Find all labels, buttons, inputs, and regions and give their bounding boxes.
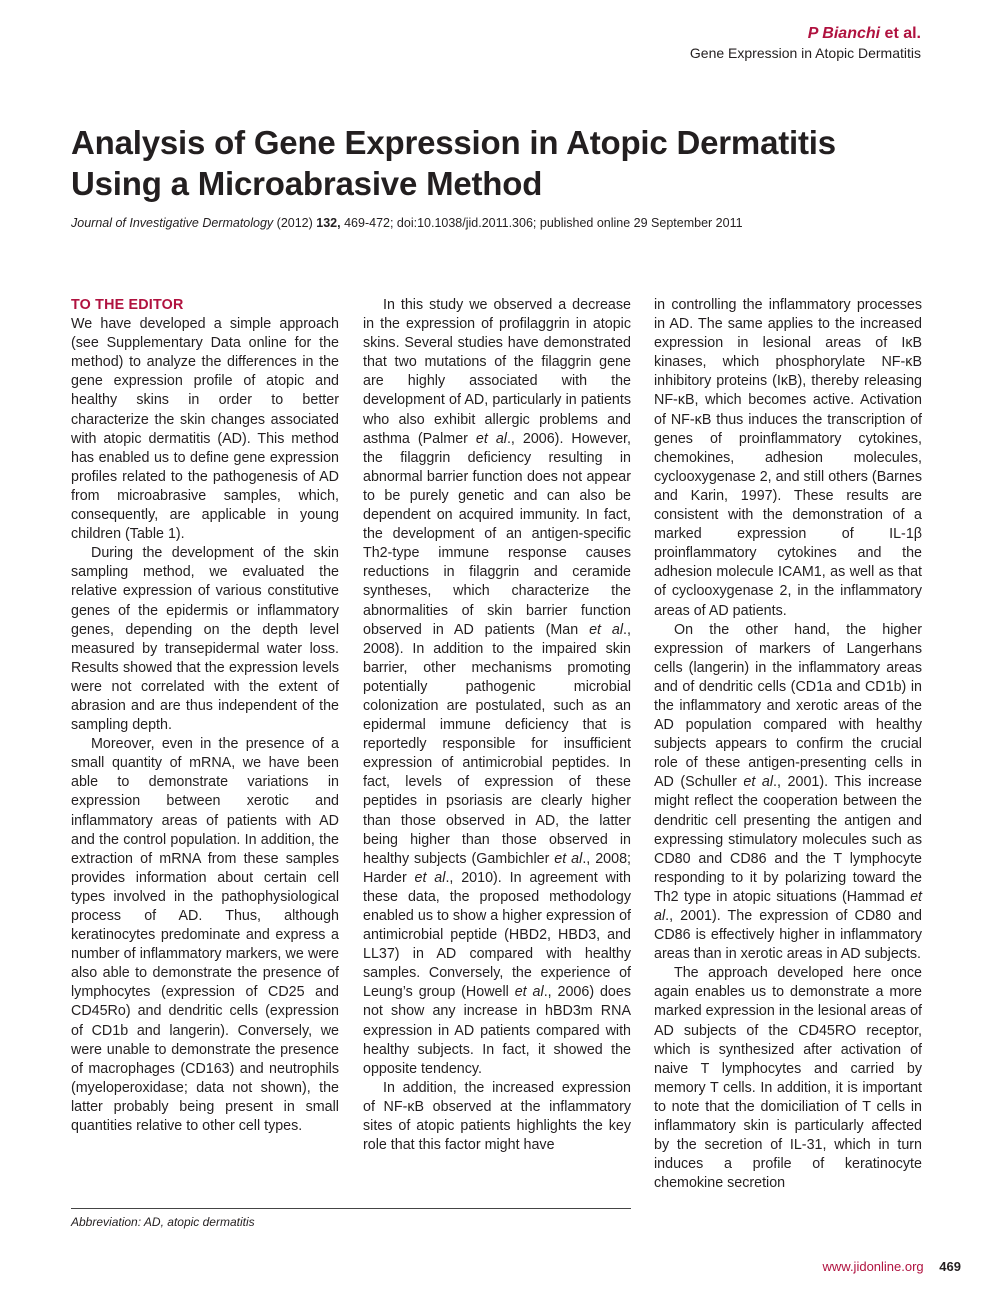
text-run: ., 2006) does not show any increase in hBD3m RNA expression in AD patients compared with healthy subjects. In fact, it showed the opposite tendency. — [363, 984, 631, 1077]
paragraph: The approach developed here once again enables us to demonstrate a more marked expression in the lesional areas of AD subjects of the CD45RO receptor, which is synthesized after activation of naive T lymphocytes and carried by memory T cells. In addition, it is important to note that the domiciliation of T cells in inflammatory skin is particularly affected by the secretion of IL-31, which in turn induces a profile of keratinocyte chemokine secretion — [654, 965, 922, 1192]
paragraph: In addition, the increased expression of NF-κB observed at the inflammatory sites of atopic patients highlights the key role that this factor might have — [363, 1079, 631, 1154]
et-al: et al — [414, 869, 446, 886]
text-column-1 — [71, 296, 339, 1136]
text-run: In this study we observed a decrease in the expression of profilaggrin in atopic skins. Several studies have demonstrated that two mutations of the filaggrin gene are highly associated with the development of AD, particularly in patients who also exhibit allergic problems and asthma (Palmer — [363, 297, 631, 447]
text-run: On the other hand, the higher expression of markers of Langerhans cells (langerin) in the inflammatory areas and of dendritic cells (CD1a and CD1b) in the inflammatory and xerotic areas of the AD population compared with healthy subjects appears to confirm the crucial role of these antigen-presenting cells in AD (Schuller — [654, 621, 922, 791]
running-head-author: P Bianchi — [807, 25, 881, 42]
paragraph: We have developed a simple approach (see Supplementary Data online for the method) to analyze the differences in the gene expression profile of atopic and healthy skins in order to better characterize the skin changes associated with atopic dermatitis (AD). This method has enabled us to define gene expression profiles related to the pathogenesis of AD from microabrasive samples, which, consequently, are applicable in young children (Table 1). — [71, 316, 339, 543]
journal-name: Journal of Investigative Dermatology — [71, 216, 274, 230]
paragraph: During the development of the skin sampling method, we evaluated the relative expression of various constitutive genes of the epidermis or inflammatory genes, depending on the depth level measured by transepidermal water loss. Results showed that the expression levels were not correlated with the extent of abrasion and are thus independent of the sampling depth. — [71, 545, 339, 734]
journal-url-link[interactable]: www.jidonline.org — [822, 1259, 924, 1274]
et-al: et al — [475, 430, 507, 447]
footnote-divider — [71, 1208, 631, 1209]
section-heading: TO THE EDITOR — [71, 297, 184, 313]
running-head-authors — [690, 24, 921, 44]
paragraph: in controlling the inflammatory processes in AD. The same applies to the increased expression in lesional areas of IκB kinases, which phosphorylate NF-κB inhibitory proteins (IκB), thereby releasing NF-κB, which becomes active. Activation of NF-κB thus induces the transcription of genes of proinflammatory cytokines, chemokines, adhesion molecules, cyclooxygenase 2, and still others (Barnes and Karin, 1997). These results are consistent with the demonstration of a marked expression of IL-1β proinflammatory cytokines and the adhesion molecule ICAM1, as well as that of cyclooxygenase 2, in the inflammatory areas of AD patients. — [654, 297, 922, 619]
text-column-2 — [363, 296, 631, 1155]
citation-line — [71, 215, 931, 231]
text-run: ., 2001). The expression of CD80 and CD86 is effectively higher in inflammatory areas than in xerotic areas in AD subjects. — [654, 908, 922, 963]
running-head-subtitle: Gene Expression in Atopic Dermatitis — [689, 45, 921, 61]
et-al: et al — [554, 850, 583, 867]
text-run: ., 2008; Harder — [363, 850, 631, 886]
paragraph — [363, 296, 631, 1079]
page-number: 469 — [939, 1259, 961, 1274]
et-al: et al — [654, 888, 922, 924]
text-run: ., 2006). However, the filaggrin deficiency resulting in abnormal barrier function does not appear to be purely genetic and can also be dependent on acquired immunity. In fact, the development of an antigen-specific Th2-type immune response causes reductions in filaggrin and ceramide syntheses, which characterize the abnormalities of skin barrier function observed in AD patients (Man — [363, 430, 632, 638]
citation-year: (2012) — [273, 216, 317, 230]
citation-volume: 132, — [316, 216, 341, 230]
et-al: et al — [743, 774, 774, 791]
text-run: ., 2010). In agreement with these data, the proposed methodology enabled us to show a higher expression of antimicrobial peptide (HBD2, HBD3, and LL37) in AD compared with healthy samples. Conversely, the experience of Leung’s group (Howell — [363, 869, 631, 1001]
text-column-3 — [654, 296, 922, 1193]
text-run: ., 2001). This increase might reflect the cooperation between the dendritic cell presenting the antigen and expressing stimulatory molecules such as CD80 and CD86 and the T lymphocyte responding to it by polarizing toward the Th2 type in atopic situations (Hammad — [654, 774, 922, 905]
et-al: et al — [514, 984, 544, 1001]
abbreviation-footnote: Abbreviation: AD, atopic dermatitis — [71, 1215, 255, 1229]
page-footer — [823, 1259, 962, 1275]
running-head-etal: et al. — [880, 25, 921, 42]
paragraph: Moreover, even in the presence of a small quantity of mRNA, we have been able to demonstrate variations in expression between xerotic and inflammatory areas of patients with AD and the control population. In addition, the extraction of mRNA from these samples provides information about certain cell types involved in the pathophysiological process of AD. Thus, although keratinocytes predominate and express a number of inflammatory markers, we were also able to demonstrate the presence of lymphocytes (expression of CD25 and CD45Ro) and dendritic cells (expression of CD1b and langerin). Conversely, we were unable to demonstrate the presence of macrophages (CD163) and neutrophils (myeloperoxidase; data not shown), the latter probably being present in small quantities relative to other cell types. — [71, 736, 339, 1135]
et-al: et al — [589, 621, 624, 638]
citation-details: 469-472; doi:10.1038/jid.2011.306; published online 29 September 2011 — [340, 216, 743, 230]
text-run: ., 2008). In addition to the impaired skin barrier, other mechanisms promoting potentially pathogenic microbial colonization are postulated, such as an epidermal immune deficiency that is reportedly responsible for insufficient expression of antimicrobial peptides. In fact, levels of expression of these peptides in psoriasis are clearly higher than those observed in AD, the latter being higher than those observed in healthy subjects (Gambichler — [363, 621, 631, 867]
article-title: Analysis of Gene Expression in Atopic Dermatitis Using a Microabrasive Method — [71, 124, 836, 202]
paragraph — [654, 621, 922, 965]
running-head — [690, 24, 921, 62]
